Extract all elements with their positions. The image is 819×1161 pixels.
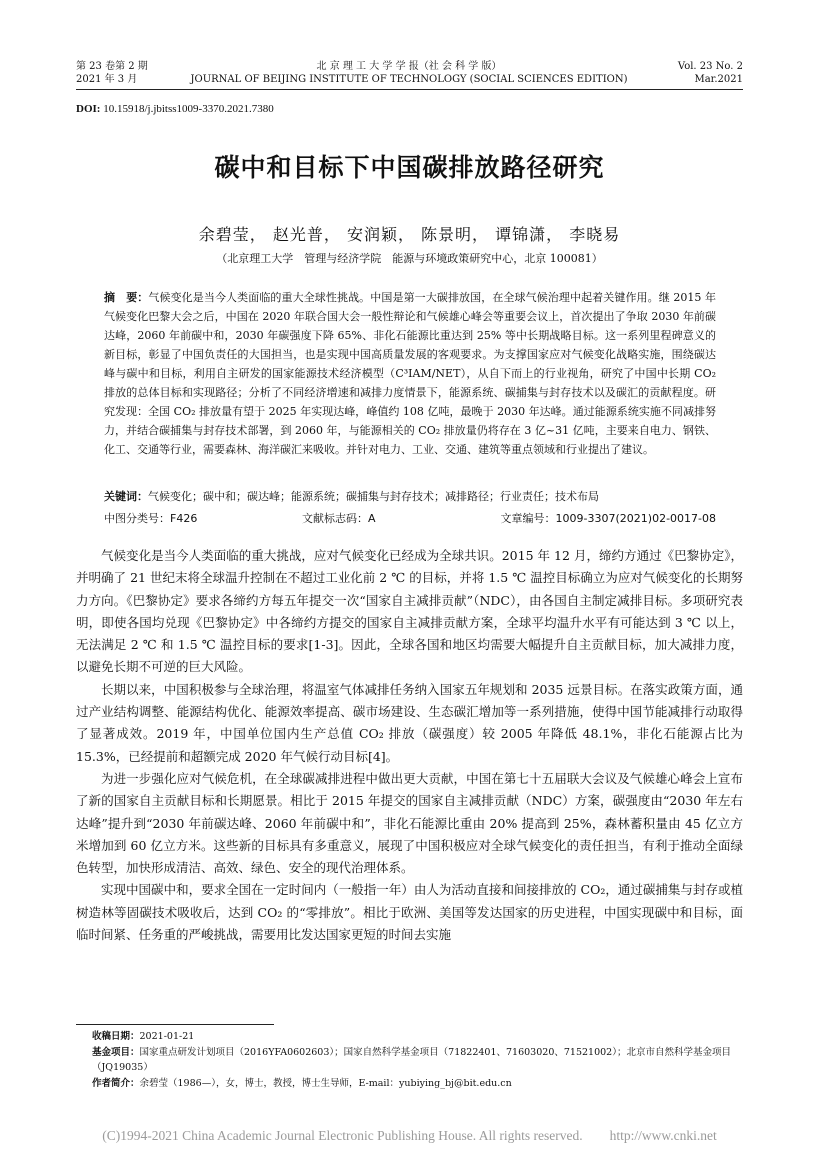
journal-name-cn: 北 京 理 工 大 学 学 报（社 会 科 学 版） bbox=[316, 61, 502, 72]
affiliation: （北京理工大学 管理与经济学院 能源与环境政策研究中心，北京 100081） bbox=[216, 252, 603, 265]
fund-label: 基金项目： bbox=[92, 1046, 140, 1058]
footnote-author bbox=[92, 1076, 743, 1092]
classification-row bbox=[104, 510, 716, 528]
body-text bbox=[76, 545, 743, 946]
abstract-text: 气候变化是当今人类面临的重大全球性挑战。中国是第一大碳排放国，在全球气候治理中起着关键作用。继 2015 年气候变化巴黎大会之后，中国在 2020 年联合国大会一般性辩论和气候雄心峰会等重要会议上，首次提出了争取 2030 年前碳达峰，2060 年前碳中和，2030 年碳强度下降 65%、非化石能源比重达到 25% 等中长期战略目标。这一系列里程碑意义的新目标，彰显了中国负责任的大国担当，也是实现中国高质量发展的客观要求。为支撑国家应对气候变化战略实施，围绕碳达峰与碳中和目标，利用自主研发的国家能源技术经济模型（C³IAM/NET），从自下而上的行业视角，研究了中国中长期 CO₂ 排放的总体目标和实现路径；分析了不同经济增速和减排力度情景下，能源系统、碳捕集与封存技术以及碳汇的贡献程度。研究发现：全国 CO₂ 排放量有望于 2025 年实现达峰，峰值约 108 亿吨，最晚于 2030 年达峰。通过能源系统实施不同减排努力，并结合碳捕集与封存技术部署，到 2060 年，与能源相关的 CO₂ 排放量仍将存在 3 亿~31 亿吨，主要来自电力、钢铁、化工、交通等行业，需要森林、海洋碳汇来吸收。并针对电力、工业、交通、建筑等重点领域和行业提出了建议。 bbox=[104, 291, 717, 456]
abstract-label: 摘 要： bbox=[104, 291, 149, 304]
document-code: 文献标志码：A bbox=[302, 512, 376, 525]
keywords-text: 气候变化；碳中和；碳达峰；能源系统；碳捕集与封存技术；减排路径；行业责任；技术布局 bbox=[148, 490, 599, 503]
body-paragraph-4: 实现中国碳中和，要求全国在一定时间内（一般指一年）由人为活动直接和间接排放的 CO₂，通过碳捕集与封存或植树造林等固碳技术吸收后，达到 CO₂ 的“零排放”。相比于欧洲、美国等发达国家的历史进程，中国实现碳中和目标，面临时间紧、任务重的严峻挑战，需要用比发达国家更短的时间去实施 bbox=[76, 882, 743, 943]
header-date: 2021 年 3 月 bbox=[76, 74, 138, 85]
clc-number: 中图分类号：F426 bbox=[104, 512, 198, 525]
body-paragraph-3: 为进一步强化应对气候危机，在全球碳减排进程中做出更大贡献，中国在第七十五届联大会议及气候雄心峰会上宣布了新的国家自主贡献目标和长期愿景。相比于 2015 年提交的国家自主减排贡献（NDC）方案，碳强度由“2030 年左右达峰”提升到“2030 年前碳达峰、2060 年前碳中和”，非化石能源比重由 20% 提高到 25%，森林蓄积量由 45 亿立方米增加到 60 亿立方米。这些新的目标具有多重意义，展现了中国积极应对全球气候变化的责任担当，有利于推动全面绿色转型，加快形成清洁、高效、绿色、安全的现代治理体系。 bbox=[76, 770, 743, 876]
author-list: 余碧莹， 赵光普， 安润颖， 陈景明， 谭锦潇， 李晓易 bbox=[198, 225, 621, 244]
article-number: 文章编号：1009-3307(2021)02-0017-08 bbox=[500, 512, 716, 525]
abstract bbox=[104, 288, 716, 459]
body-paragraph-1: 气候变化是当今人类面临的重大挑战，应对气候变化已经成为全球共识。2015 年 12 月，缔约方通过《巴黎协定》，并明确了 21 世纪末将全球温升控制在不超过工业化前 2 ℃ 的目标，并将 1.5 ℃ 温控目标确立为应对气候变化的长期努力方向。《巴黎协定》要求各缔约方每五年提交一次“国家自主减排贡献”（NDC），由各国自主制定减排目标。多项研究表明，即使各国均兑现《巴黎协定》中各缔约方提交的国家自主减排贡献方案，全球平均温升水平有可能达到 3 ℃ 以上，无法满足 2 ℃ 和 1.5 ℃ 温控目标的要求[1-3]。因此，全球各国和地区均需要大幅提升自主贡献目标，加大减排力度，以避免长期不可逆的巨大风险。 bbox=[76, 548, 743, 675]
header-date-en: Mar.2021 bbox=[694, 74, 743, 85]
header-volume-info bbox=[76, 60, 148, 86]
author-bio-text: 余碧莹（1986—），女，博士，教授，博士生导师，E-mail：yubiying_bj@bit.edu.cn bbox=[139, 1077, 512, 1089]
footnote-fund bbox=[92, 1045, 743, 1076]
header-volume-en: Vol. 23 No. 2 bbox=[677, 61, 743, 72]
author-bio-label: 作者简介： bbox=[92, 1077, 140, 1089]
footnotes bbox=[92, 1029, 743, 1091]
keywords bbox=[104, 488, 716, 506]
journal-name-en: JOURNAL OF BEIJING INSTITUTE OF TECHNOLOGY (SOCIAL SCIENCES EDITION) bbox=[190, 74, 628, 85]
keywords-label: 关键词： bbox=[104, 490, 148, 503]
header-volume: 第 23 卷第 2 期 bbox=[76, 61, 148, 72]
doi-value: 10.15918/j.jbitss1009-3370.2021.7380 bbox=[103, 103, 274, 115]
footnote-divider bbox=[76, 1024, 274, 1025]
received-date: 2021-01-21 bbox=[139, 1031, 195, 1042]
header-volume-info-en bbox=[678, 60, 743, 86]
footnote-received bbox=[92, 1029, 743, 1045]
doi-line bbox=[76, 103, 274, 115]
received-label: 收稿日期： bbox=[92, 1031, 140, 1042]
header-divider bbox=[76, 89, 743, 90]
fund-text: 国家重点研发计划项目（2016YFA0602603）；国家自然科学基金项目（71822401、71603020、71521002）；北京市自然科学基金项目（JQ19035） bbox=[92, 1046, 731, 1073]
header-journal-name bbox=[180, 60, 638, 86]
body-paragraph-2: 长期以来，中国积极参与全球治理，将温室气体减排任务纳入国家五年规划和 2035 远景目标。在落实政策方面，通过产业结构调整、能源结构优化、能源效率提高、碳市场建设、生态碳汇增加等一系列措施，使得中国节能减排行动取得了显著成效。2019 年，中国单位国内生产总值 CO₂ 排放（碳强度）较 2005 年降低 48.1%，非化石能源占比为 15.3%，已经提前和超额完成 2020 年气候行动目标[4]。 bbox=[76, 681, 743, 764]
paper-title: 碳中和目标下中国碳排放路径研究 bbox=[214, 153, 605, 182]
copyright-watermark: (C)1994-2021 China Academic Journal Electronic Publishing House. All rights reserved. http://www.cnki.net bbox=[102, 1128, 717, 1143]
doi-label: DOI: bbox=[76, 103, 101, 115]
